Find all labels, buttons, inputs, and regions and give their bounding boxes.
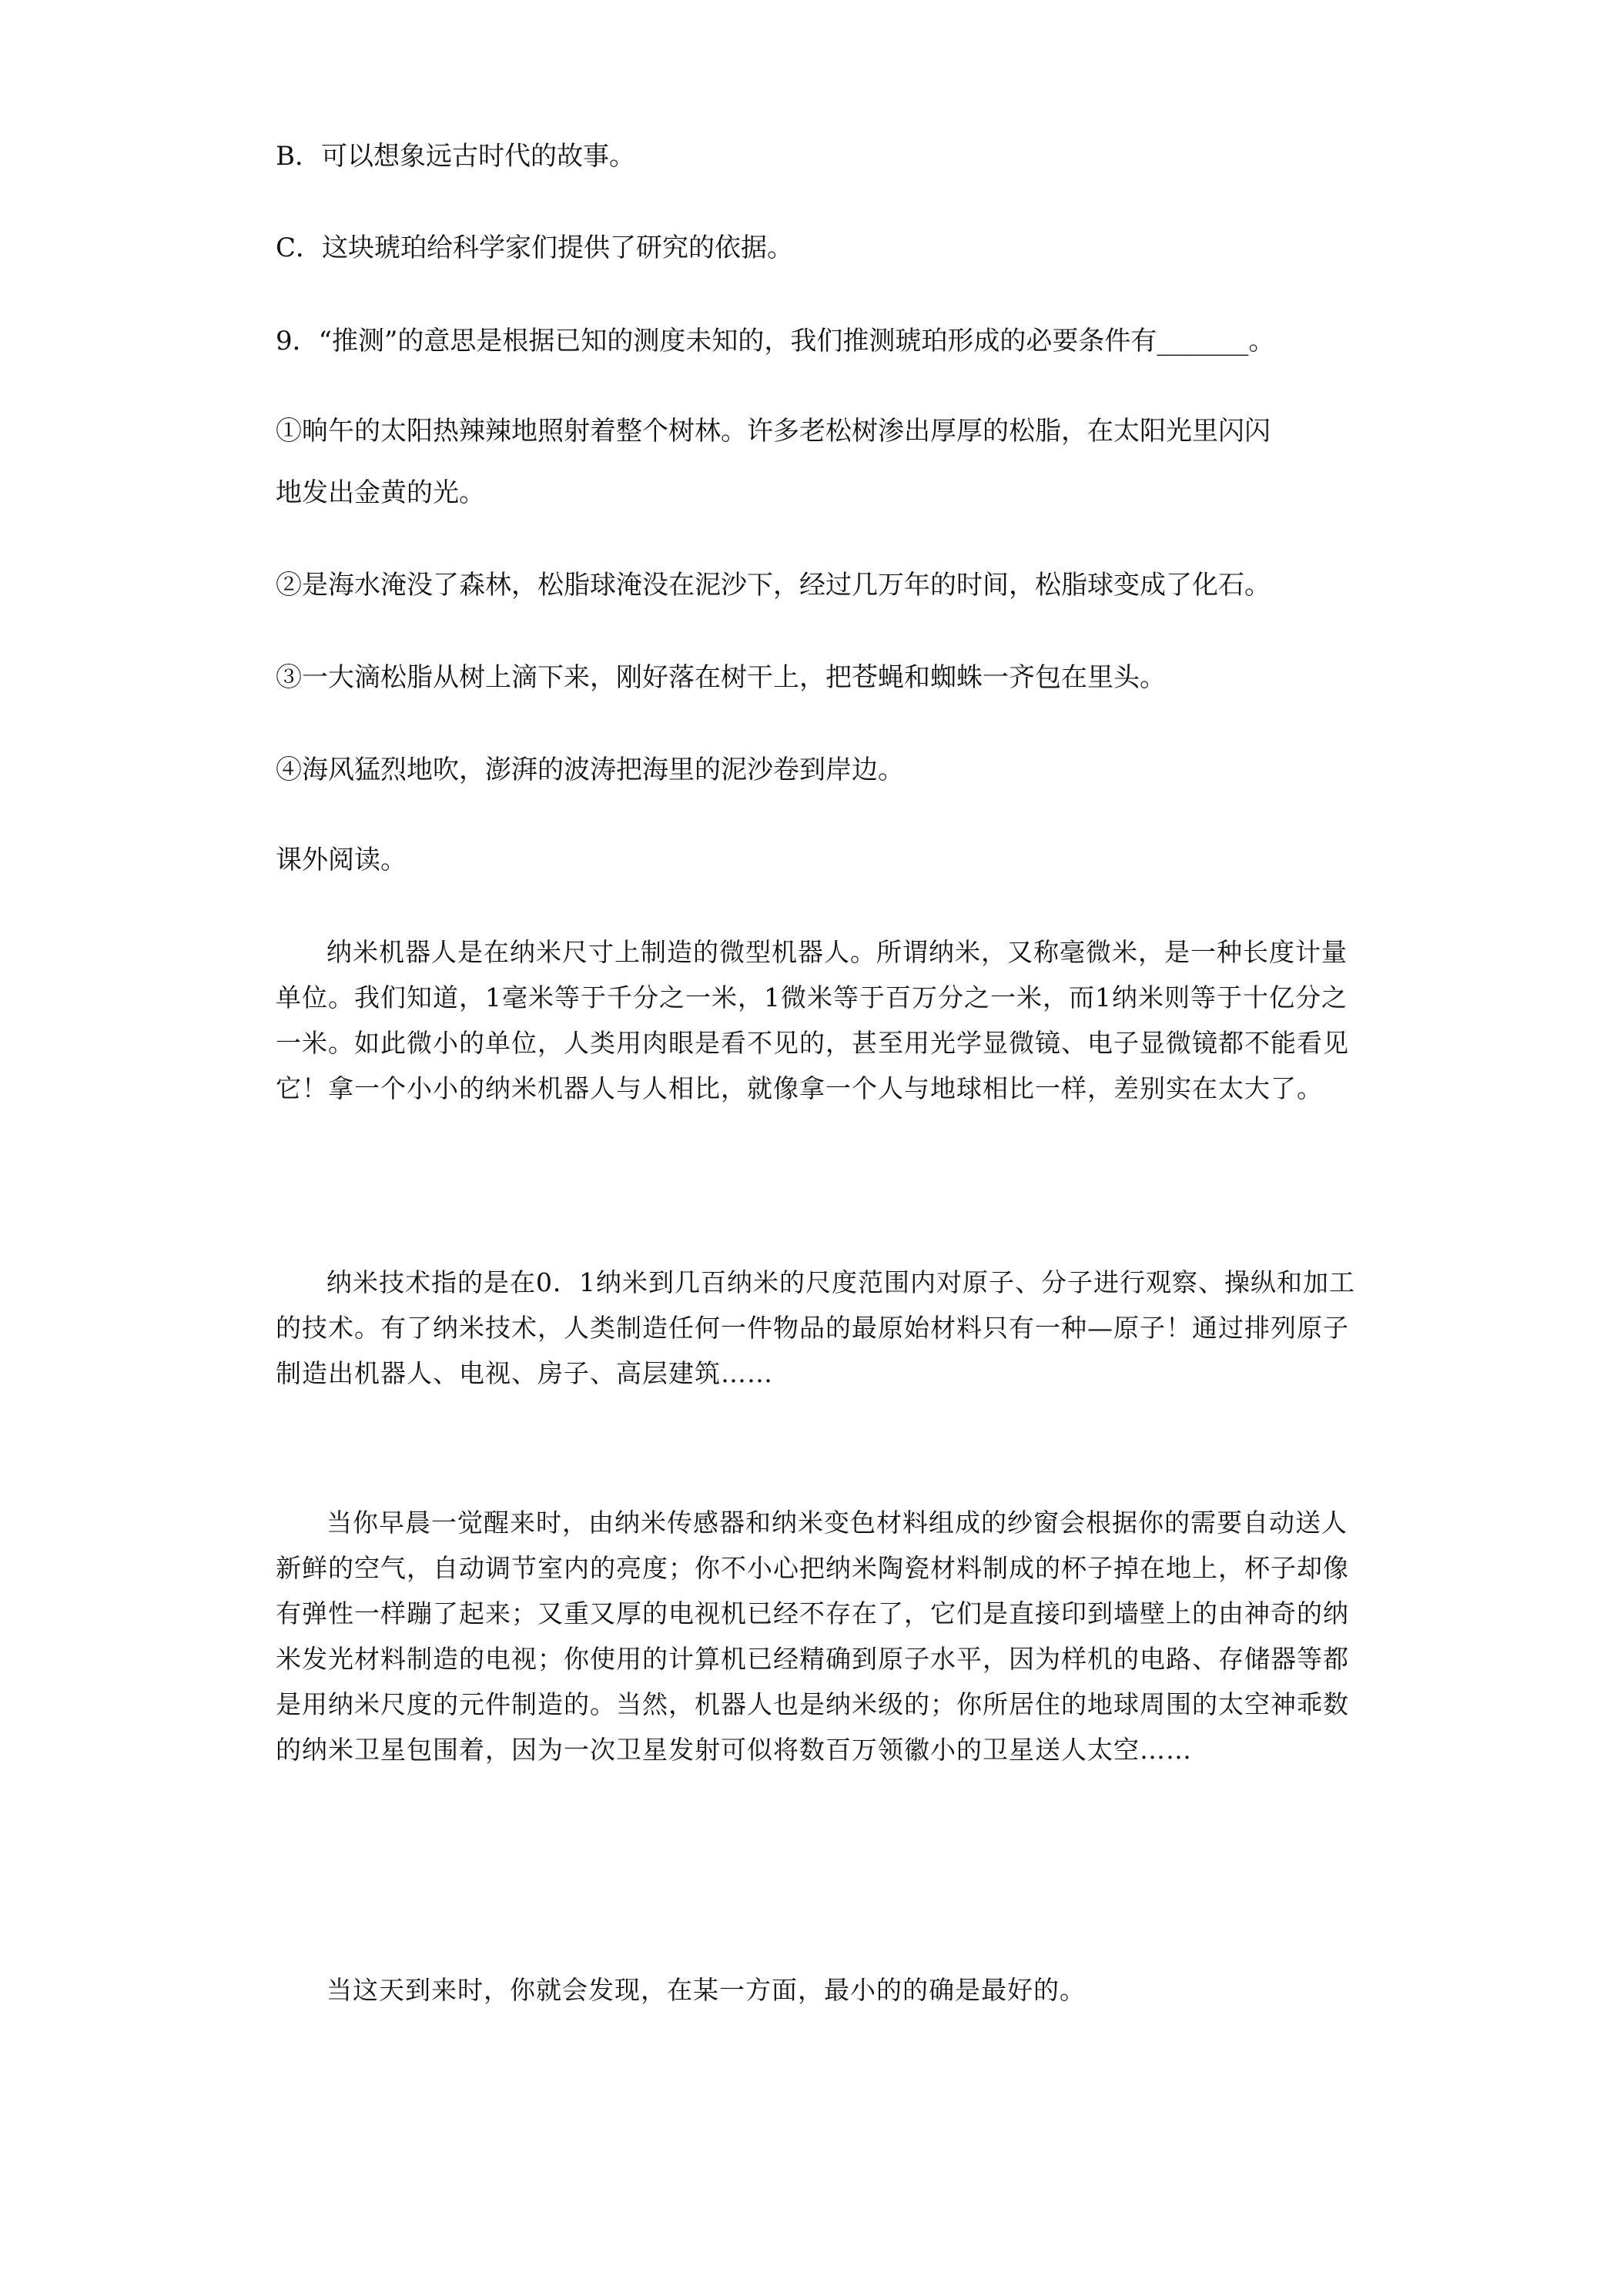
option-b: B．可以想象远古时代的故事。	[276, 141, 635, 172]
item-3: ③一大滴松脂从树上滴下来，刚好落在树干上，把苍蝇和蜘蛛一齐包在里头。	[276, 662, 1166, 693]
passage-paragraph-4: 当这天到来时，你就会发现，在某一方面，最小的的确是最好的。	[326, 1975, 1086, 2005]
passage-paragraph-3: 当你早晨一觉醒来时，由纳米传感器和纳米变色材料组成的纱窗会根据你的需要自动送人新鲜的空气，自动调节室内的亮度；你不小心把纳米陶瓷材料制成的杯子掉在地上，杯子却像有弹性一样蹦了起来；又重又厚的电视机已经不存在了，它们是直接印到墙壁上的由神奇的纳米发光材料制造的电视；你使用的计算机已经精确到原子水平，因为样机的电路、存储器等都是用纳米尺度的元件制造的。当然，机器人也是纳米级的；你所居住的地球周围的太空神乖数的纳米卫星包围着，因为一次卫星发射可似将数百万领徽小的卫星送人太空……	[276, 1508, 1349, 1765]
item-1-line-1: ①晌午的太阳热辣辣地照射着整个树林。许多老松树渗出厚厚的松脂，在太阳光里闪闪	[276, 416, 1271, 447]
item-1-line-2: 地发出金黄的光。	[276, 477, 485, 508]
passage-paragraph-1: 纳米机器人是在纳米尺寸上制造的微型机器人。所谓纳米，又称毫微米，是一种长度计量单位。我们知道，1毫米等于千分之一米，1微米等于百万分之一米，而1纳米则等于十亿分之一米。如此微小的单位，人类用肉眼是看不见的，甚至用光学显微镜、电子显微镜都不能看见它！拿一个小小的纳米机器人与人相比，就像拿一个人与地球相比一样，差别实在太大了。	[276, 937, 1349, 1103]
item-2: ②是海水淹没了森林，松脂球淹没在泥沙下，经过几万年的时间，松脂球变成了化石。	[276, 570, 1271, 601]
question-9: 9．“推测”的意思是根据已知的测度未知的，我们推测琥珀形成的必要条件有_______。	[276, 326, 1275, 356]
item-4: ④海风猛烈地吹，澎湃的波涛把海里的泥沙卷到岸边。	[276, 755, 904, 785]
passage-paragraph-2: 纳米技术指的是在0．1纳米到几百纳米的尺度范围内对原子、分子进行观察、操纵和加工的技术。有了纳米技术，人类制造任何一件物品的最原始材料只有一种—原子！通过排列原子制造出机器人、电视、房子、高层建筑……	[276, 1267, 1355, 1388]
option-c: C．这块琥珀给科学家们提供了研究的依据。	[276, 233, 794, 263]
reading-heading: 课外阅读。	[276, 845, 407, 875]
